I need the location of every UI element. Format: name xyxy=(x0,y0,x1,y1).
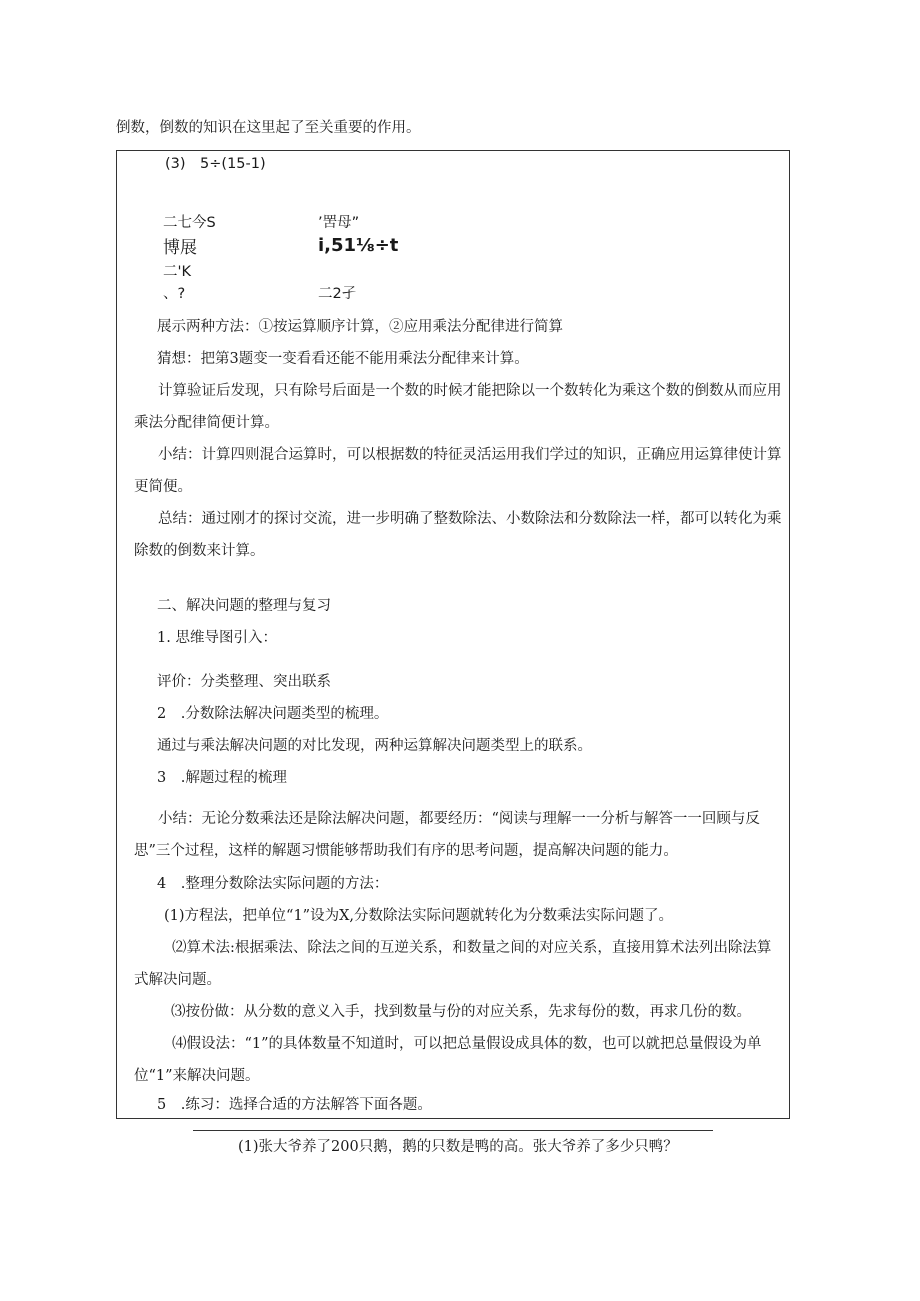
summary-2-paragraph: 小结：无论分数乘法还是除法解决问题，都要经历：“阅读与理解一一分析与解答一一回顾与反思”三个过程，这样的解题习惯能够帮助我们有序的思考问题，提高解决问题的能力。 xyxy=(134,811,760,859)
item-1: 1. 思维导图引入： xyxy=(157,630,277,646)
method-1: (1)方程法，把单位“1”设为X,分数除法实际问题就转化为分数乘法实际问题了。 xyxy=(164,908,674,924)
garbled-row1-left: 二七今S xyxy=(163,215,216,231)
garbled-row2-left: 博展 xyxy=(163,238,197,258)
garbled-row3-left: 二'K xyxy=(163,264,191,280)
item-5: 5 .练习：选择合适的方法解答下面各题。 xyxy=(157,1097,432,1113)
show-methods: 展示两种方法：①按运算顺序计算，②应用乘法分配律进行简算 xyxy=(157,319,563,335)
problem-3: (3) 5÷(15-1) xyxy=(165,156,266,172)
contrast: 通过与乘法解决问题的对比发现，两种运算解决问题类型上的联系。 xyxy=(157,738,592,754)
garbled-row4-left: 、? xyxy=(163,286,186,302)
exercise-1: (1)张大爷养了200只鹅，鹅的只数是鸭的高。张大爷养了多少只鸭？ xyxy=(238,1139,678,1155)
conclusion-paragraph: 总结：通过刚才的探讨交流，进一步明确了整数除法、小数除法和分数除法一样，都可以转化为乘除数的倒数来计算。 xyxy=(134,511,782,559)
method-4: ⑷假设法：“1”的具体数量不知道时，可以把总量假设成具体的数，也可以就把总量假设为单位“1”来解决问题。 xyxy=(134,1036,762,1084)
item-4: 4 .整理分数除法实际问题的方法： xyxy=(157,876,389,892)
verify-paragraph: 计算验证后发现，只有除号后面是一个数的时候才能把除以一个数转化为乘这个数的倒数从而应用乘法分配律简便计算。 xyxy=(134,383,782,431)
method-3: ⑶按份做：从分数的意义入手，找到数量与份的对应关系，先求每份的数，再求几份的数。 xyxy=(171,1004,751,1020)
item-3: 3 .解题过程的梳理 xyxy=(157,770,287,786)
intro-line: 倒数，倒数的知识在这里起了至关重要的作用。 xyxy=(116,120,421,136)
section-2-heading: 二、解决问题的整理与复习 xyxy=(157,598,331,614)
divider-line xyxy=(193,1130,713,1131)
garbled-row4-right: 二2孑 xyxy=(318,286,357,302)
guess: 猜想：把第3题变一变看看还能不能用乘法分配律来计算。 xyxy=(157,351,529,367)
item-2: 2 .分数除法解决问题类型的梳理。 xyxy=(157,706,389,722)
summary-paragraph: 小结：计算四则混合运算时，可以根据数的特征灵活运用我们学过的知识，正确应用运算律使计算更简便。 xyxy=(134,447,782,495)
method-2: ⑵算术法:根据乘法、除法之间的互逆关系，和数量之间的对应关系，直接用算术法列出除法算式解决问题。 xyxy=(134,940,772,988)
evaluation: 评价：分类整理、突出联系 xyxy=(157,674,331,690)
garbled-row1-right: ’罟母” xyxy=(318,215,360,231)
garbled-row2-right: i,51⅛÷t xyxy=(318,235,399,256)
